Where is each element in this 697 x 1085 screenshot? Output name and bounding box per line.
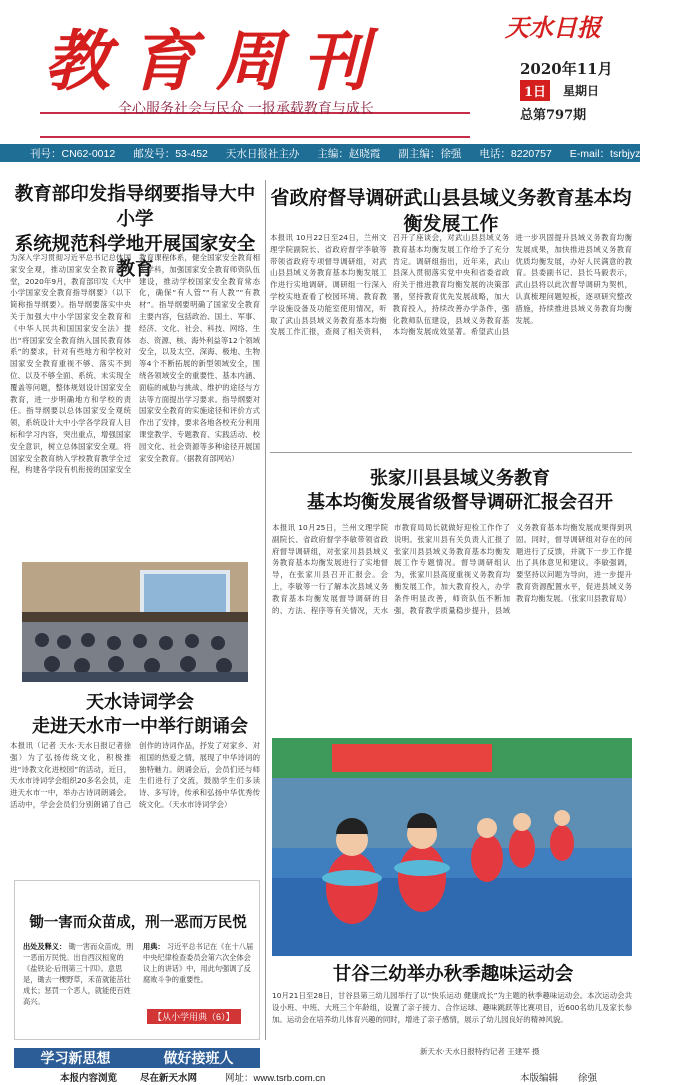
info-cn: 刊号：CN62-0012 [30,147,116,160]
newspaper-title: 教育周刊 [44,22,388,100]
column-badge: 【从小学用典（6）】 [147,1009,241,1024]
article-headline-right[interactable]: 省政府督导调研武山县县域义务教育基本均衡发展工作 [270,188,632,235]
slogan-left: 学习新思想 [40,1050,111,1066]
article-headline-bottom[interactable]: 甘谷三幼举办秋季趣味运动会 [332,963,574,984]
headline-line: 系统规范科学地开展国家安全教育 [14,232,256,279]
quote-usage-text: 习近平总书记在《在十八届中央纪律检查委员会第六次全体会议上的讲话》中，用此句强调了反腐败斗争的重要性。 [143,942,254,984]
kids-sports-photo [272,738,632,956]
article-body-mid: 本报讯 10月25日，兰州文理学院副院长、省政府督学李敏带领省政府督导调研组，对张家川县县域义务教育基本均衡发展进行了实地督导，在张家川县召开汇报会。会上，李敏等一行了解本次县域义务教育基本均衡发展督导调研的目的、方法、程序等有关情况，天水市教育局局长就做好迎检工作作了说明。张家川县有关负责人汇报了张家川县县域义务教育基本均衡发展工作专题情况。督导调研组认为，张家川县高度重视义务教育均衡发展工作，加大教育投入，办学条件明显改善，师资队伍不断加强，教育教学质量稳步提升，县域义务教育基本均衡发展成果得到巩固。同时，督导调研组对存在的问题进行了反馈，并就下一步工作提出了具体意见和建议。李敏强调，要坚持以问题为导向，进一步提升教育资源配置水平，促进县域义务教育均衡发展。（张家川县教育局） [272,523,632,615]
slogan-bar [14,1048,260,1068]
article-headline-poem[interactable] [20,690,260,739]
page-footer [0,1070,640,1085]
footer-site[interactable]: 网址：www.tsrb.com.cn [225,1073,326,1084]
headline-line: 张家川县县域义务教育 [370,468,550,488]
info-phone: 电话：8220757 [479,147,552,160]
masthead-divider-bottom [40,136,470,138]
quote-origin-text: 锄一害而众苗成，刑一恶而万民悦。出自西汉桓宽的《盐铁论·后刑第三十四》。意思是，锄去一棵野草，禾苗就能茁壮成长；惩罚一个恶人，就能使百姓高兴。 [23,942,134,1006]
quote-title: 锄一害而众苗成，刑一恶而万民悦 [29,915,247,931]
article-body-right: 本报讯 10月22日至24日，兰州文理学院副院长、省政府督学李敏等带领省政府专项督导调研组，对武山县县域义务教育基本均衡发展工作进行实地调研。调研组一行深入学校实地查看了校园环境、教育教学设施设备及功能室使用情况，听取了武山县县域义务教育基本均衡发展工作汇报，查阅了相关资料，召开了座谈会，对武山县县域义务教育基本均衡发展工作给予了充分肯定。调研组指出，近年来，武山县深入贯彻落实党中央和省委省政府关于推进教育均衡发展的决策部署，坚持教育优先发展战略，加大教育投入，持续改善办学条件，强化教师队伍建设，县域义务教育基本均衡发展成效显著。希望武山县进一步巩固提升县域义务教育均衡发展成果，加快推进县域义务教育优质均衡发展，办好人民满意的教育。县委副书记、县长马毅表示，武山县将以此次督导调研为契机，认真梳理问题短板，逐项研究整改措施，持续推进县域义务教育均衡发展。 [270,233,632,337]
headline-line: 天水诗词学会 [86,692,194,712]
article-body-bottom: 10月21日至28日，甘谷县第三幼儿园举行了以“快乐运动 健康成长”为主题的秋季趣味运动会。本次运动会共设小班、中班、大班三个年龄组，设置了亲子接力、合作运球、趣味跳跃等比赛项目，近600名幼儿及家长参加。运动会在培养幼儿体育兴趣的同时，增进了亲子感情，展示了幼儿园良好的精神风貌。 [272,991,632,1024]
info-sponsor: 天水日报社主办 [225,147,300,160]
section-divider [270,452,632,453]
info-editor: 主编：赵晓霞 [317,147,381,160]
info-post: 邮发号：53-452 [133,147,208,160]
footer-editor-name: 徐强 [578,1073,598,1084]
footer-left: 本报内容浏览 [60,1073,118,1084]
headline-line: 基本均衡发展省级督导调研汇报会召开 [307,492,613,513]
article-headline-mid[interactable] [300,466,620,515]
quote-origin-label: 出处及释义： [23,942,67,951]
quote-origin [23,941,135,1007]
quote-usage [143,941,255,985]
meeting-photo [22,562,248,682]
issue-date: 2020年11月 [520,60,613,78]
brand-name: 天水日报 [505,13,601,42]
column-divider [265,180,266,1040]
issue-day: 1日 [520,80,550,101]
info-deputy: 副主编：徐强 [398,147,462,160]
masthead-slogan: 全心服务社会与民众 一报承载教育与成长 [118,100,374,116]
quote-usage-label: 用典： [143,942,165,951]
masthead [0,0,640,144]
article-body-poem: 本报讯（记者 天水·天水日报记者徐强）为了弘扬传统文化，积极推进“诗教文化进校园”的活动，近日，天水市诗词学会组织20多名会员，走进天水市一中，举办古诗词朗诵会。活动中，学会会员们分别朗诵了自己创作的诗词作品，抒发了对家乡、对祖国的热爱之情，展现了中华诗词的独特魅力。朗诵会后，会员们还与师生们进行了交流，鼓励学生们多读诗、多写诗，传承和弘扬中华优秀传统文化。（天水市诗词学会） [10,741,260,809]
footer-editor-label: 本版编辑 [520,1073,559,1084]
info-email[interactable]: E-mail：tsrbjyzk@163.com [569,147,697,160]
info-bar [0,144,697,162]
issue-number: 总第797期 [520,108,587,123]
headline-line: 教育部印发指导纲要指导大中小学 [14,183,256,229]
headline-line: 走进天水市一中举行朗诵会 [32,716,248,737]
classic-quote-box [14,880,260,1040]
footer-mid: 尽在新天水网 [140,1073,198,1084]
photo-credit: 新天水·天水日报特约记者 王建军 摄 [420,1047,540,1056]
issue-weekday: 星期日 [563,84,600,98]
article-body-left: 为深入学习贯彻习近平总书记总体国家安全观，推动国家安全教育进课堂，2020年9月，教育部印发《大中小学国家安全教育指导纲要》（以下简称指导纲要）。指导纲要落实中央关于加强大中小学国家安全教育和《中华人民共和国国家安全法》提出“将国家安全教育纳入国民教育体系”的要求，针对有些地方和学校对国家安全教育重视不够、落实不到位、以及不够全面、系统、未实现全覆盖等问题，整体规划设计国家安全教育，进一步明确地方和学校的责任。指导纲要以总体国家安全观统领，系统设计大中小学各学段育人目标和学习内容，突出重点，增强国家安全意识，树立总体国家安全观。将国家安全教育纳入学校教育教学全过程，构建各学段有机衔接的国家安全教育课程体系，健全国家安全教育相关学科，加强国家安全教育师资队伍建设，推动学校国家安全教育常态化，确保“有人管”“有人教”“有教材”。指导纲要明确了国家安全教育主要内容，包括政治、国土、军事、经济、文化、社会、科技、网络、生态、资源、核、海外利益等12个领域安全，以及太空、深海、极地、生物等4个不断拓展的新型领域安全，围绕各领域安全的重要性、基本内涵、面临的威胁与挑战、维护的途径与方法等方面提出学习要求。指导纲要对国家安全教育的实施途径和评价方式作出了安排，要求各地各校充分利用课堂教学、专题教育、实践活动、校园文化、社会资源等多种途径开展国家安全教育。（据教育部网站） [10,253,260,475]
slogan-right: 做好接班人 [163,1050,234,1066]
